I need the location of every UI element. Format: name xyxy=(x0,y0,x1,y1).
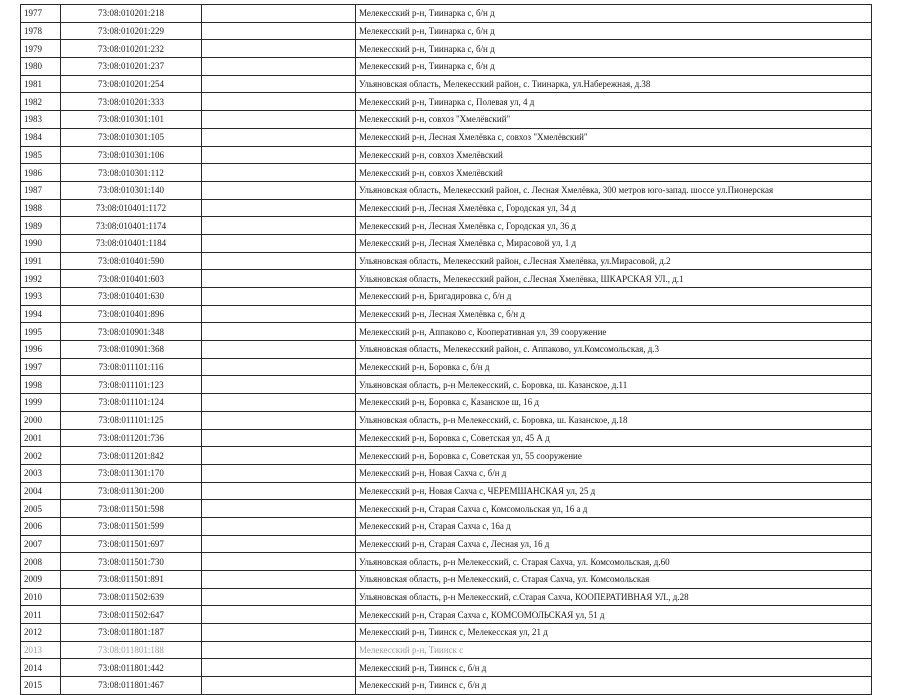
row-number-cell: 2008 xyxy=(21,553,61,571)
table-row xyxy=(21,288,872,306)
empty-cell xyxy=(202,677,356,695)
empty-cell xyxy=(202,93,356,111)
address-cell: Мелекесский р-н, Новая Сахча с, б/н д xyxy=(356,464,872,482)
table-row xyxy=(21,482,872,500)
table-row xyxy=(21,217,872,235)
row-number-cell: 2011 xyxy=(21,606,61,624)
row-number-cell: 2003 xyxy=(21,464,61,482)
cadastral-number-cell: 73:08:010301:112 xyxy=(61,164,202,182)
table-row xyxy=(21,270,872,288)
row-number-cell: 2013 xyxy=(21,641,61,659)
table-row xyxy=(21,588,872,606)
empty-cell xyxy=(202,517,356,535)
cadastral-number-cell: 73:08:011801:187 xyxy=(61,624,202,642)
address-cell: Мелекесский р-н, совхоз Хмелёвский xyxy=(356,146,872,164)
table-row xyxy=(21,252,872,270)
address-cell: Мелекесский р-н, Старая Сахча с, 16а д xyxy=(356,517,872,535)
cadastral-number-cell: 73:08:011501:891 xyxy=(61,571,202,589)
cadastral-number-cell: 73:08:010301:106 xyxy=(61,146,202,164)
empty-cell xyxy=(202,624,356,642)
address-cell: Мелекесский р-н, Тиинарка с, б/н д xyxy=(356,5,872,23)
address-cell: Ульяновская область, р-н Мелекесский, с.Старая Сахча, КООПЕРАТИВНАЯ УЛ., д.28 xyxy=(356,588,872,606)
cadastral-number-cell: 73:08:011502:647 xyxy=(61,606,202,624)
address-cell: Ульяновская область, Мелекесский район, с. Тиинарка, ул.Набережная, д.38 xyxy=(356,75,872,93)
row-number-cell: 1983 xyxy=(21,111,61,129)
cadastral-number-cell: 73:08:010201:237 xyxy=(61,58,202,76)
row-number-cell: 1980 xyxy=(21,58,61,76)
address-cell: Ульяновская область, Мелекесский район, с. Аппаково, ул.Комсомольская, д.3 xyxy=(356,341,872,359)
row-number-cell: 1984 xyxy=(21,128,61,146)
empty-cell xyxy=(202,128,356,146)
row-number-cell: 1997 xyxy=(21,358,61,376)
table-row xyxy=(21,305,872,323)
empty-cell xyxy=(202,234,356,252)
cadastral-number-cell: 73:08:010201:254 xyxy=(61,75,202,93)
address-cell: Мелекесский р-н, Лесная Хмелёвка с, Мирасовой ул, 1 д xyxy=(356,234,872,252)
property-register-table xyxy=(20,4,872,695)
empty-cell xyxy=(202,252,356,270)
address-cell: Мелекесский р-н, Старая Сахча с, Комсомольская ул, 16 а д xyxy=(356,500,872,518)
row-number-cell: 2014 xyxy=(21,659,61,677)
row-number-cell: 1979 xyxy=(21,40,61,58)
table-row xyxy=(21,358,872,376)
table-row xyxy=(21,517,872,535)
empty-cell xyxy=(202,588,356,606)
address-cell: Мелекесский р-н, Новая Сахча с, ЧЕРЕМШАНСКАЯ ул, 25 д xyxy=(356,482,872,500)
table-row xyxy=(21,376,872,394)
row-number-cell: 2007 xyxy=(21,535,61,553)
table-row xyxy=(21,111,872,129)
cadastral-number-cell: 73:08:010201:333 xyxy=(61,93,202,111)
cadastral-number-cell: 73:08:011501:730 xyxy=(61,553,202,571)
empty-cell xyxy=(202,146,356,164)
table-row xyxy=(21,181,872,199)
table-row xyxy=(21,341,872,359)
row-number-cell: 1993 xyxy=(21,288,61,306)
empty-cell xyxy=(202,164,356,182)
row-number-cell: 1992 xyxy=(21,270,61,288)
address-cell: Мелекесский р-н, Бригадировка с, б/н д xyxy=(356,288,872,306)
empty-cell xyxy=(202,553,356,571)
cadastral-number-cell: 73:08:011501:697 xyxy=(61,535,202,553)
address-cell: Мелекесский р-н, Тиинарка с, б/н д xyxy=(356,40,872,58)
empty-cell xyxy=(202,199,356,217)
empty-cell xyxy=(202,447,356,465)
empty-cell xyxy=(202,411,356,429)
row-number-cell: 1996 xyxy=(21,341,61,359)
empty-cell xyxy=(202,181,356,199)
cadastral-number-cell: 73:08:011301:200 xyxy=(61,482,202,500)
row-number-cell: 2012 xyxy=(21,624,61,642)
address-cell: Мелекесский р-н, Старая Сахча с, КОМСОМОЛЬСКАЯ ул, 51 д xyxy=(356,606,872,624)
register-rows xyxy=(21,5,872,695)
cadastral-number-cell: 73:08:010901:348 xyxy=(61,323,202,341)
cadastral-number-cell: 73:08:010401:590 xyxy=(61,252,202,270)
table-row xyxy=(21,641,872,659)
row-number-cell: 2004 xyxy=(21,482,61,500)
table-row xyxy=(21,323,872,341)
table-row xyxy=(21,500,872,518)
row-number-cell: 2009 xyxy=(21,571,61,589)
table-row xyxy=(21,411,872,429)
cadastral-number-cell: 73:08:010401:603 xyxy=(61,270,202,288)
row-number-cell: 1994 xyxy=(21,305,61,323)
address-cell: Ульяновская область, р-н Мелекесский, с. Боровка, ш. Казанское, д.11 xyxy=(356,376,872,394)
row-number-cell: 2006 xyxy=(21,517,61,535)
address-cell: Мелекесский р-н, Тиинск с, Мелекесская ул, 21 д xyxy=(356,624,872,642)
empty-cell xyxy=(202,22,356,40)
row-number-cell: 2005 xyxy=(21,500,61,518)
empty-cell xyxy=(202,535,356,553)
row-number-cell: 2010 xyxy=(21,588,61,606)
row-number-cell: 1982 xyxy=(21,93,61,111)
address-cell: Мелекесский р-н, Лесная Хмелёвка с, совхоз "Хмелёвский" xyxy=(356,128,872,146)
cadastral-number-cell: 73:08:011501:598 xyxy=(61,500,202,518)
address-cell: Мелекесский р-н, совхоз "Хмелёвский" xyxy=(356,111,872,129)
table-row xyxy=(21,234,872,252)
cadastral-number-cell: 73:08:010201:218 xyxy=(61,5,202,23)
table-row xyxy=(21,75,872,93)
table-row xyxy=(21,659,872,677)
cadastral-number-cell: 73:08:010401:1172 xyxy=(61,199,202,217)
empty-cell xyxy=(202,571,356,589)
table-row xyxy=(21,58,872,76)
table-row xyxy=(21,447,872,465)
row-number-cell: 2002 xyxy=(21,447,61,465)
table-row xyxy=(21,429,872,447)
empty-cell xyxy=(202,341,356,359)
table-row xyxy=(21,199,872,217)
address-cell: Ульяновская область, р-н Мелекесский, с. Старая Сахча, ул. Комсомольская, д.60 xyxy=(356,553,872,571)
row-number-cell: 1989 xyxy=(21,217,61,235)
cadastral-number-cell: 73:08:011801:442 xyxy=(61,659,202,677)
table-row xyxy=(21,553,872,571)
row-number-cell: 1988 xyxy=(21,199,61,217)
empty-cell xyxy=(202,606,356,624)
cadastral-number-cell: 73:08:010301:140 xyxy=(61,181,202,199)
cadastral-number-cell: 73:08:010401:896 xyxy=(61,305,202,323)
empty-cell xyxy=(202,270,356,288)
address-cell: Мелекесский р-н, Боровка с, Советская ул, 55 сооружение xyxy=(356,447,872,465)
table-row xyxy=(21,164,872,182)
address-cell: Ульяновская область, р-н Мелекесский, с. Боровка, ш. Казанское, д.18 xyxy=(356,411,872,429)
address-cell: Ульяновская область, Мелекесский район, с.Лесная Хмелёвка, ул.Мирасовой, д.2 xyxy=(356,252,872,270)
row-number-cell: 1981 xyxy=(21,75,61,93)
cadastral-number-cell: 73:08:011101:124 xyxy=(61,394,202,412)
address-cell: Мелекесский р-н, Тиинск с, б/н д xyxy=(356,659,872,677)
table-row xyxy=(21,571,872,589)
address-cell: Ульяновская область, Мелекесский район, с.Лесная Хмелёвка, ШКАРСКАЯ УЛ., д.1 xyxy=(356,270,872,288)
cadastral-number-cell: 73:08:011501:599 xyxy=(61,517,202,535)
cadastral-number-cell: 73:08:010401:1184 xyxy=(61,234,202,252)
empty-cell xyxy=(202,482,356,500)
empty-cell xyxy=(202,288,356,306)
empty-cell xyxy=(202,58,356,76)
cadastral-number-cell: 73:08:011101:125 xyxy=(61,411,202,429)
cadastral-number-cell: 73:08:010201:232 xyxy=(61,40,202,58)
row-number-cell: 2015 xyxy=(21,677,61,695)
empty-cell xyxy=(202,217,356,235)
address-cell: Мелекесский р-н, Лесная Хмелёвка с, б/н д xyxy=(356,305,872,323)
empty-cell xyxy=(202,641,356,659)
table-row xyxy=(21,535,872,553)
address-cell: Мелекесский р-н, Тиинарка с, б/н д xyxy=(356,58,872,76)
empty-cell xyxy=(202,75,356,93)
empty-cell xyxy=(202,40,356,58)
cadastral-number-cell: 73:08:010201:229 xyxy=(61,22,202,40)
row-number-cell: 1985 xyxy=(21,146,61,164)
cadastral-number-cell: 73:08:011502:639 xyxy=(61,588,202,606)
cadastral-number-cell: 73:08:010301:105 xyxy=(61,128,202,146)
row-number-cell: 1991 xyxy=(21,252,61,270)
cadastral-number-cell: 73:08:010401:1174 xyxy=(61,217,202,235)
address-cell: Ульяновская область, р-н Мелекесский, с. Старая Сахча, ул. Комсомольская xyxy=(356,571,872,589)
address-cell: Мелекесский р-н, совхоз Хмелёвский xyxy=(356,164,872,182)
row-number-cell: 1987 xyxy=(21,181,61,199)
table-row xyxy=(21,606,872,624)
table-row xyxy=(21,624,872,642)
empty-cell xyxy=(202,376,356,394)
empty-cell xyxy=(202,111,356,129)
address-cell: Ульяновская область, Мелекесский район, с. Лесная Хмелёвка, 300 метров юго-запад. шоссе ул.Пионерская xyxy=(356,181,872,199)
table-row xyxy=(21,146,872,164)
address-cell: Мелекесский р-н, Лесная Хмелёвка с, Городская ул, 36 д xyxy=(356,217,872,235)
row-number-cell: 1990 xyxy=(21,234,61,252)
address-cell: Мелекесский р-н, Тиинарка с, Полевая ул, 4 д xyxy=(356,93,872,111)
table-row xyxy=(21,464,872,482)
cadastral-number-cell: 73:08:011801:188 xyxy=(61,641,202,659)
table-row xyxy=(21,93,872,111)
empty-cell xyxy=(202,464,356,482)
cadastral-number-cell: 73:08:011101:116 xyxy=(61,358,202,376)
cadastral-number-cell: 73:08:010901:368 xyxy=(61,341,202,359)
row-number-cell: 1986 xyxy=(21,164,61,182)
address-cell: Мелекесский р-н, Старая Сахча с, Лесная ул, 16 д xyxy=(356,535,872,553)
empty-cell xyxy=(202,305,356,323)
row-number-cell: 1977 xyxy=(21,5,61,23)
empty-cell xyxy=(202,323,356,341)
address-cell: Мелекесский р-н, Тиинск с xyxy=(356,641,872,659)
address-cell: Мелекесский р-н, Боровка с, Советская ул, 45 А д xyxy=(356,429,872,447)
cadastral-number-cell: 73:08:011201:736 xyxy=(61,429,202,447)
empty-cell xyxy=(202,5,356,23)
table-row xyxy=(21,128,872,146)
table-row xyxy=(21,5,872,23)
table-row xyxy=(21,22,872,40)
cadastral-number-cell: 73:08:010401:630 xyxy=(61,288,202,306)
empty-cell xyxy=(202,394,356,412)
row-number-cell: 1978 xyxy=(21,22,61,40)
cadastral-number-cell: 73:08:011301:170 xyxy=(61,464,202,482)
address-cell: Мелекесский р-н, Аппаково с, Кооперативная ул, 39 сооружение xyxy=(356,323,872,341)
row-number-cell: 1995 xyxy=(21,323,61,341)
row-number-cell: 2000 xyxy=(21,411,61,429)
address-cell: Мелекесский р-н, Боровка с, Казанское ш, 16 д xyxy=(356,394,872,412)
table-row xyxy=(21,394,872,412)
address-cell: Мелекесский р-н, Боровка с, б/н д xyxy=(356,358,872,376)
empty-cell xyxy=(202,429,356,447)
row-number-cell: 1999 xyxy=(21,394,61,412)
address-cell: Мелекесский р-н, Тиинск с, б/н д xyxy=(356,677,872,695)
address-cell: Мелекесский р-н, Лесная Хмелёвка с, Городская ул, 34 д xyxy=(356,199,872,217)
empty-cell xyxy=(202,358,356,376)
table-row xyxy=(21,40,872,58)
cadastral-number-cell: 73:08:011101:123 xyxy=(61,376,202,394)
cadastral-number-cell: 73:08:011801:467 xyxy=(61,677,202,695)
table-row xyxy=(21,677,872,695)
cadastral-number-cell: 73:08:011201:842 xyxy=(61,447,202,465)
address-cell: Мелекесский р-н, Тиинарка с, б/н д xyxy=(356,22,872,40)
empty-cell xyxy=(202,659,356,677)
row-number-cell: 1998 xyxy=(21,376,61,394)
row-number-cell: 2001 xyxy=(21,429,61,447)
empty-cell xyxy=(202,500,356,518)
cadastral-number-cell: 73:08:010301:101 xyxy=(61,111,202,129)
